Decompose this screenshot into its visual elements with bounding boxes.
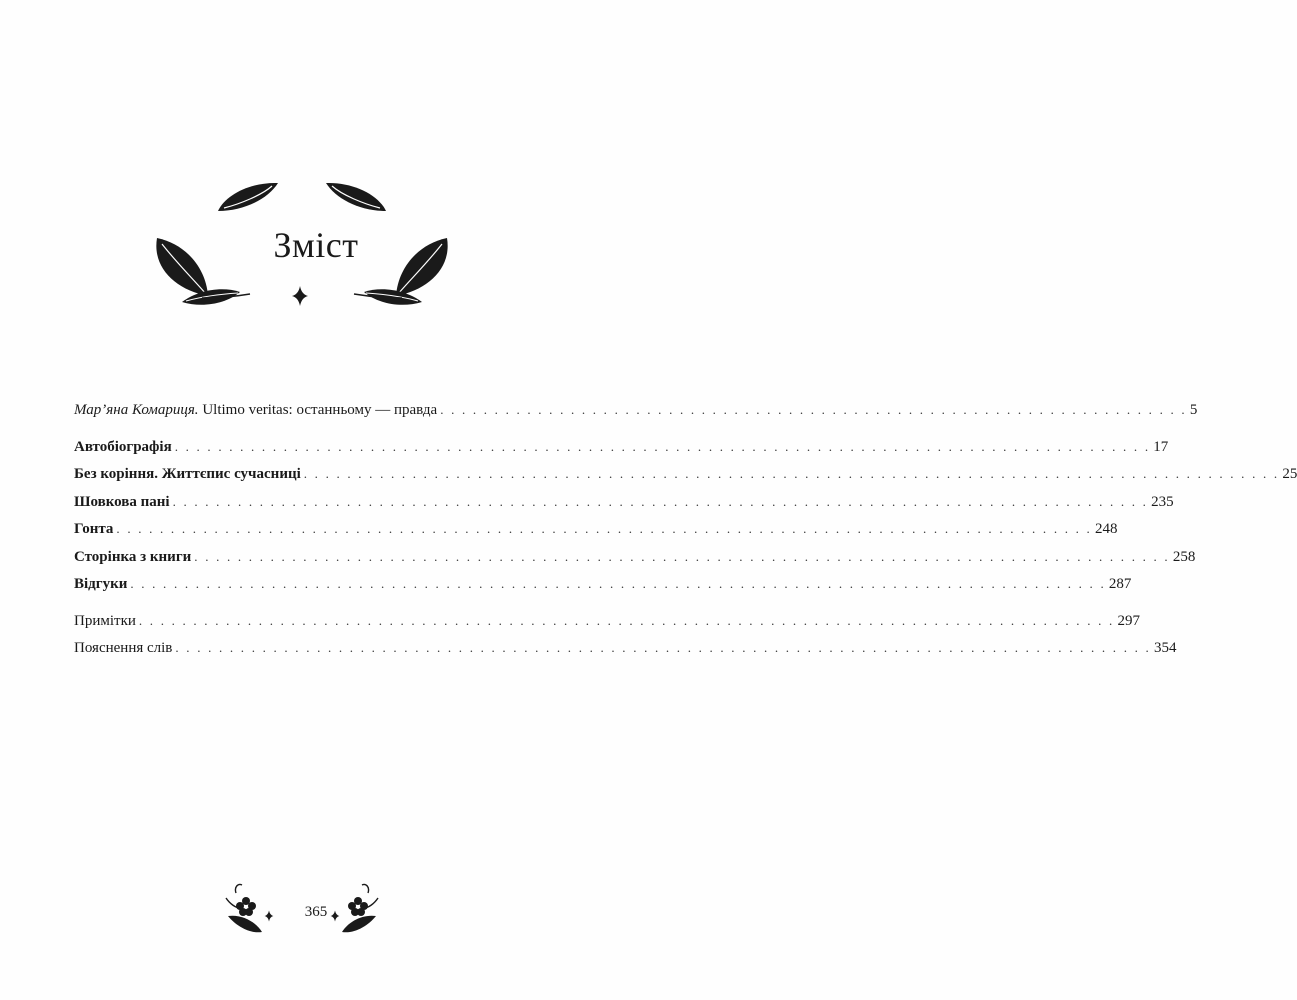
toc-row[interactable] [74, 612, 1140, 641]
toc-row[interactable] [74, 466, 1297, 494]
dot-leader: . . . . . . . . . . . . . . . . . . . . . . . . . . . . . . . . . . . . . . . . . . . . . . . . . . . . . . . . . . . . . . . . . . . . . [440, 402, 1187, 417]
toc-entry-title: Примітки [74, 612, 136, 629]
toc-entry-title: Без коріння. Життєпис сучасниці [74, 466, 301, 482]
toc-row[interactable] [74, 438, 1169, 467]
leaf-icon [326, 183, 386, 211]
toc-entry-title: Відгуки [74, 576, 128, 592]
toc-row[interactable] [74, 521, 1118, 549]
toc-row[interactable] [74, 548, 1196, 577]
toc-page-number: 258 [1172, 548, 1196, 565]
toc-page-number: 287 [1108, 576, 1132, 592]
toc-entry-title: Пояснення слів [74, 640, 173, 656]
toc-entry-title: Гонта [74, 521, 114, 537]
dot-leader: . . . . . . . . . . . . . . . . . . . . . . . . . . . . . . . . . . . . . . . . . . . . . . . . . . . . . . . . . . . . . . . . . . . . . . . . . . . . . . . . . . . . . . . . . . [116, 521, 1092, 536]
header-ornament [0, 0, 632, 330]
dot-leader: . . . . . . . . . . . . . . . . . . . . . . . . . . . . . . . . . . . . . . . . . . . . . . . . . . . . . . . . . . . . . . . . . . . . . . . . . . . . . . . . . . . . . . . . . . [174, 438, 1151, 454]
star-icon [292, 286, 308, 306]
table-of-contents [74, 402, 1297, 668]
toc-row[interactable] [74, 576, 1132, 604]
toc-entry-title: Сторінка з книги [74, 548, 192, 565]
toc-page-number: 25 [1282, 466, 1297, 482]
toc-entry-title: Автобіографія [74, 438, 172, 455]
toc-intro-row[interactable] [74, 402, 1198, 430]
leaf-icon [218, 183, 278, 211]
toc-intro-author: Мар’яна Комариця. [74, 402, 199, 418]
toc-page-number: 354 [1153, 640, 1177, 656]
toc-page-number: 235 [1151, 493, 1174, 510]
dot-leader: . . . . . . . . . . . . . . . . . . . . . . . . . . . . . . . . . . . . . . . . . . . . . . . . . . . . . . . . . . . . . . . . . . . . . . . . . . . . . . . . . . . . . . . . . . [130, 576, 1106, 591]
dot-leader: . . . . . . . . . . . . . . . . . . . . . . . . . . . . . . . . . . . . . . . . . . . . . . . . . . . . . . . . . . . . . . . . . . . . . . . . . . . . . . . . . . . . . . . . . . [303, 466, 1280, 481]
toc-row[interactable] [74, 493, 1174, 522]
dot-leader: . . . . . . . . . . . . . . . . . . . . . . . . . . . . . . . . . . . . . . . . . . . . . . . . . . . . . . . . . . . . . . . . . . . . . . . . . . . . . . . . . . . . . . . . . . [138, 612, 1115, 628]
toc-page-number: 248 [1094, 521, 1118, 537]
dot-leader: . . . . . . . . . . . . . . . . . . . . . . . . . . . . . . . . . . . . . . . . . . . . . . . . . . . . . . . . . . . . . . . . . . . . . . . . . . . . . . . . . . . . . . . . . . [175, 640, 1151, 655]
toc-row[interactable] [74, 640, 1177, 668]
dot-leader: . . . . . . . . . . . . . . . . . . . . . . . . . . . . . . . . . . . . . . . . . . . . . . . . . . . . . . . . . . . . . . . . . . . . . . . . . . . . . . . . . . . . . . . . . . [172, 493, 1149, 509]
toc-page-number: 17 [1153, 438, 1169, 455]
page-title: Зміст [273, 225, 359, 265]
toc-page-number: 5 [1189, 402, 1198, 418]
toc-intro-title: Ultimo veritas: останньому — правда [198, 402, 438, 418]
toc-entry-title: Шовкова пані [74, 493, 170, 510]
dot-leader: . . . . . . . . . . . . . . . . . . . . . . . . . . . . . . . . . . . . . . . . . . . . . . . . . . . . . . . . . . . . . . . . . . . . . . . . . . . . . . . . . . . . . . . . . . [194, 548, 1170, 564]
toc-page-number: 297 [1117, 612, 1140, 629]
page-number: 365 [304, 904, 328, 920]
crescent-moon-icon [296, 176, 310, 198]
